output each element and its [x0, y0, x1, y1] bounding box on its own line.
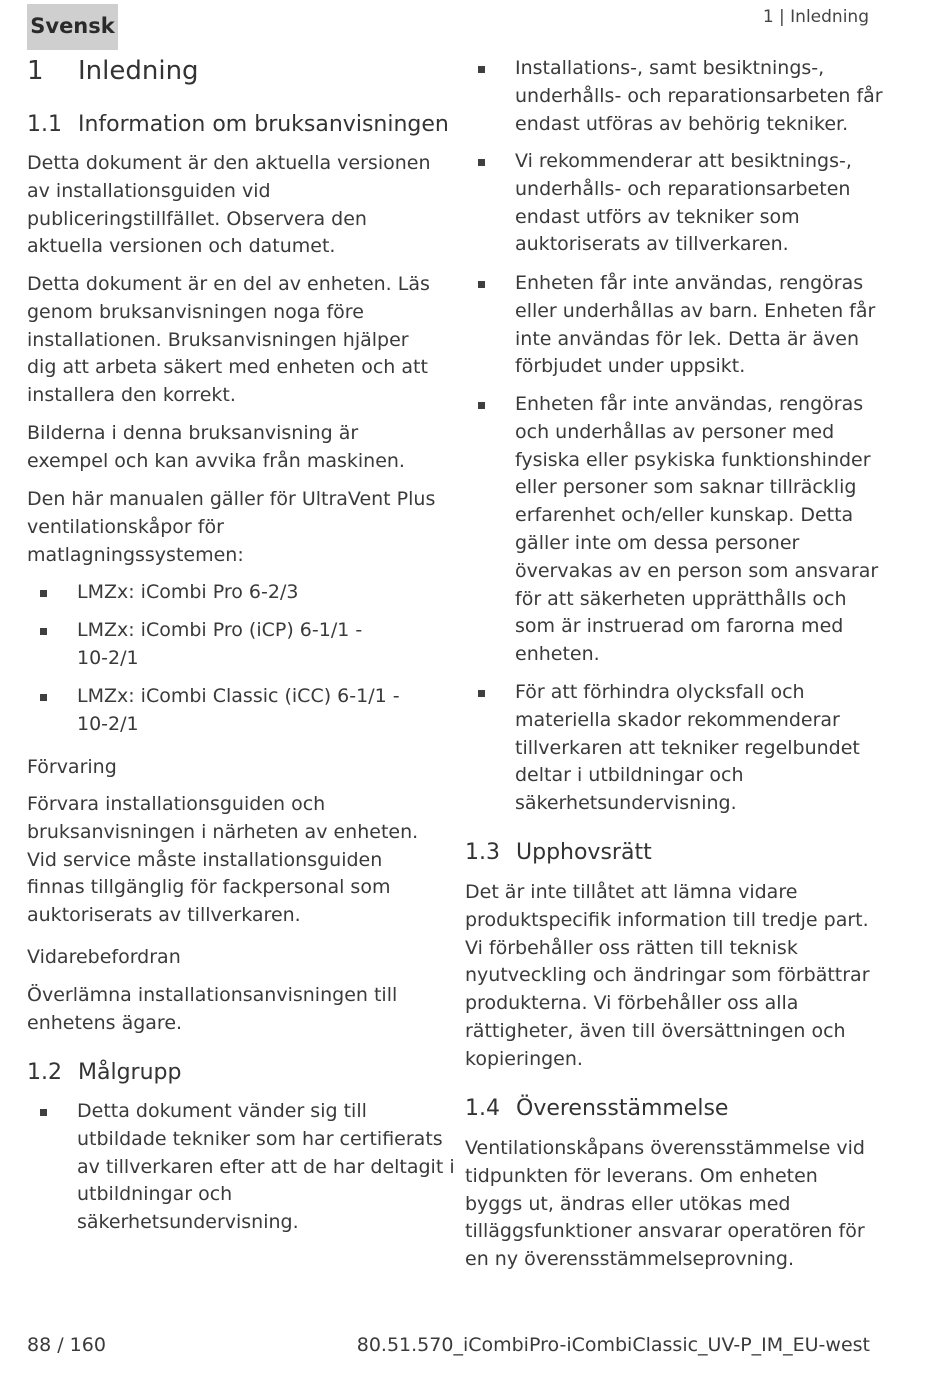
list-item-text — [515, 148, 852, 259]
chapter-number: 1 — [27, 56, 44, 86]
text-line: av installationsguiden vid — [27, 179, 271, 202]
text-line: Förvara installationsguiden och — [27, 793, 326, 815]
text-line: auktoriserats av tillverkaren. — [27, 904, 301, 927]
section-title: Upphovsrätt — [516, 840, 652, 865]
bullet-icon — [478, 690, 485, 697]
list-item-text — [515, 679, 860, 818]
text-line: eller underhållas av barn. Enheten får — [515, 299, 876, 322]
text-line: fysiska eller psykiska funktionshinder — [515, 448, 871, 471]
paragraph — [27, 271, 430, 410]
text-line: en ny överensstämmelseprovning. — [465, 1248, 795, 1271]
text-line: inte användas för lek. Detta är även — [515, 327, 859, 350]
text-line: materiella skador rekommenderar — [515, 708, 840, 731]
text-line: finnas tillgänglig för fackpersonal som — [27, 876, 391, 899]
list-item-text — [515, 391, 878, 669]
bullet-icon — [478, 66, 485, 73]
running-head: 1 | Inledning — [762, 7, 869, 27]
text-line: säkerhetsundervisning. — [515, 792, 737, 815]
text-line: tidpunkten för leverans. Om enheten — [465, 1164, 818, 1187]
list-item-text — [515, 270, 875, 381]
section-title: Överensstämmelse — [516, 1096, 729, 1121]
text-line: Enheten får inte användas, rengöras — [515, 393, 864, 415]
list-item-text — [77, 579, 298, 607]
text-line: genom bruksanvisningen noga före — [27, 300, 364, 323]
list-item-text — [77, 1098, 455, 1237]
list-item-text — [77, 683, 400, 739]
paragraph — [27, 150, 431, 261]
text-line: Vi förbehåller oss rätten till teknisk — [465, 936, 798, 959]
text-line: produkterna. Vi förbehåller oss alla — [465, 992, 799, 1015]
text-line: För att förhindra olycksfall och — [515, 681, 805, 703]
section-title: Information om bruksanvisningen — [78, 112, 449, 137]
subheading-storage: Förvaring — [27, 756, 117, 778]
text-line: enhetens ägare. — [27, 1011, 183, 1034]
bullet-icon — [478, 402, 485, 409]
text-line: Överlämna installationsanvisningen till — [27, 984, 398, 1006]
text-line: endast utförs av tekniker som — [515, 205, 800, 228]
bullet-icon — [40, 590, 47, 597]
text-line: endast utföras av behörig tekniker. — [515, 112, 849, 135]
paragraph — [465, 879, 870, 1074]
text-line: av tillverkaren efter att de har deltagit i — [77, 1155, 455, 1178]
text-line: aktuella versionen och datumet. — [27, 235, 336, 258]
text-line: tillverkaren att tekniker regelbundet — [515, 736, 860, 759]
text-line: exempel och kan avvika från maskinen. — [27, 449, 405, 472]
bullet-icon — [40, 628, 47, 635]
text-line: LMZx: iCombi Pro 6-2/3 — [77, 581, 299, 603]
text-line: ventilationskåpor för — [27, 515, 224, 538]
text-line: kopieringen. — [465, 1047, 583, 1070]
section-heading-1-3 — [465, 840, 652, 865]
paragraph — [27, 420, 405, 476]
text-line: Vi rekommenderar att besiktnings-, — [515, 150, 852, 172]
text-line: produktspecifik information till tredje part. — [465, 908, 869, 931]
text-line: LMZx: iCombi Pro (iCP) 6-1/1 - — [77, 619, 363, 641]
page-number: 88 / 160 — [27, 1334, 106, 1356]
text-line: Enheten får inte användas, rengöras — [515, 272, 864, 294]
text-line: installationen. Bruksanvisningen hjälper — [27, 328, 409, 351]
text-line: övervakas av en person som ansvarar — [515, 559, 879, 582]
text-line: Detta dokument är den aktuella versionen — [27, 152, 431, 174]
text-line: förbjudet under uppsikt. — [515, 355, 746, 378]
text-line: Det är inte tillåtet att lämna vidare — [465, 881, 798, 903]
text-line: eller personer som saknar tillräcklig — [515, 476, 857, 499]
text-line: matlagningssystemen: — [27, 543, 244, 566]
text-line: 10-2/1 — [77, 712, 139, 735]
bullet-icon — [478, 159, 485, 166]
text-line: LMZx: iCombi Classic (iCC) 6-1/1 - — [77, 685, 400, 707]
subheading-forwarding: Vidarebefordran — [27, 946, 181, 968]
language-tab: Svensk — [27, 4, 118, 50]
text-line: deltar i utbildningar och — [515, 764, 744, 787]
section-number: 1.1 — [27, 112, 62, 137]
list-item-text — [77, 617, 362, 673]
text-line: gäller inte om dessa personer — [515, 531, 800, 554]
section-number: 1.2 — [27, 1060, 62, 1085]
text-line: tilläggsfunktioner ansvarar operatören för — [465, 1220, 865, 1243]
chapter-title: Inledning — [78, 56, 199, 86]
list-item-text — [515, 55, 883, 138]
text-line: Bilderna i denna bruksanvisning är — [27, 422, 359, 444]
paragraph — [465, 1135, 865, 1274]
document-id: 80.51.570_iCombiPro-iCombiClassic_UV-P_IM_EU-west — [356, 1334, 870, 1356]
text-line: bruksanvisningen i närheten av enheten. — [27, 820, 419, 843]
text-line: underhålls- och reparationsarbeten — [515, 177, 851, 200]
text-line: utbildningar och — [77, 1183, 233, 1206]
text-line: byggs ut, ändras eller utökas med — [465, 1192, 791, 1215]
paragraph — [27, 486, 435, 569]
text-line: Detta dokument vänder sig till — [77, 1100, 367, 1122]
bullet-icon — [40, 694, 47, 701]
text-line: Ventilationskåpans överensstämmelse vid — [465, 1137, 865, 1159]
text-line: rättigheter, även till översättningen och — [465, 1019, 846, 1042]
bullet-icon — [478, 281, 485, 288]
text-line: Vid service måste installationsguiden — [27, 848, 383, 871]
text-line: för att säkerheten upprätthålls och — [515, 587, 847, 610]
text-line: installera den korrekt. — [27, 384, 236, 407]
section-heading-1-4 — [465, 1096, 728, 1121]
section-heading-1-1 — [27, 112, 449, 137]
paragraph — [27, 791, 418, 930]
text-line: nyutveckling och ändringar som förbättrar — [465, 964, 870, 987]
text-line: säkerhetsundervisning. — [77, 1211, 299, 1234]
bullet-icon — [40, 1109, 47, 1116]
text-line: underhålls- och reparationsarbeten får — [515, 84, 883, 107]
text-line: auktoriserats av tillverkaren. — [515, 233, 789, 256]
text-line: och underhållas av personer med — [515, 420, 835, 443]
text-line: dig att arbeta säkert med enheten och att — [27, 356, 428, 379]
section-heading-1-2 — [27, 1060, 181, 1085]
text-line: Installations-, samt besiktnings-, — [515, 57, 825, 79]
text-line: Den här manualen gäller för UltraVent Plus — [27, 488, 436, 510]
section-number: 1.4 — [465, 1096, 500, 1121]
section-title: Målgrupp — [78, 1060, 182, 1085]
section-number: 1.3 — [465, 840, 500, 865]
text-line: 10-2/1 — [77, 646, 139, 669]
text-line: utbildade tekniker som har certifierats — [77, 1127, 443, 1150]
text-line: publiceringstillfället. Observera den — [27, 207, 367, 230]
paragraph — [27, 982, 397, 1038]
text-line: enheten. — [515, 643, 600, 666]
text-line: erfarenhet och/eller kunskap. Detta — [515, 504, 854, 527]
text-line: Detta dokument är en del av enheten. Läs — [27, 273, 430, 295]
chapter-heading — [27, 56, 199, 86]
text-line: som är instruerad om farorna med — [515, 615, 844, 638]
